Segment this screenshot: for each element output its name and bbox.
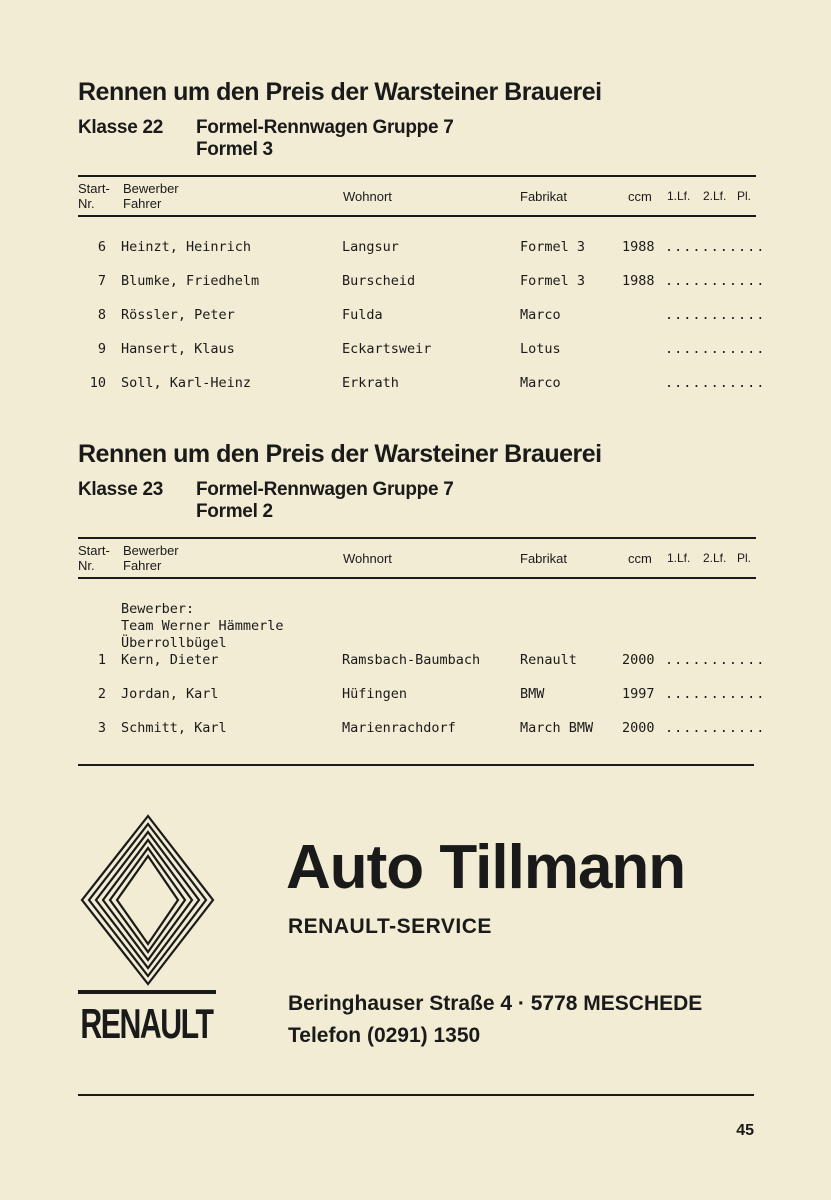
make: Formel 3 <box>520 239 586 255</box>
header-ccm: ccm <box>628 551 652 566</box>
class-group: Formel-Rennwagen Gruppe 7 <box>196 117 454 138</box>
hometown: Erkrath <box>342 375 399 391</box>
hometown: Eckartsweir <box>342 341 432 357</box>
logo-divider <box>78 990 216 994</box>
renault-wordmark: RENAULT <box>80 1000 213 1047</box>
header-bewerber: Bewerber <box>123 181 179 196</box>
header-bewerber: Bewerber <box>123 543 179 558</box>
class-number: Klasse 22 <box>78 117 163 138</box>
header-wohnort: Wohnort <box>343 551 392 566</box>
table-row <box>78 720 766 754</box>
header-place: Pl. <box>737 551 752 565</box>
table-header <box>78 539 756 577</box>
start-number: 3 <box>97 720 106 736</box>
header-place: Pl. <box>737 189 752 203</box>
entrant-sponsor: Überrollbügel <box>121 635 227 651</box>
header-nr: Nr. <box>78 196 95 211</box>
start-number: 2 <box>97 686 106 702</box>
header-nr: Nr. <box>78 558 95 573</box>
header-start: Start- <box>78 181 110 196</box>
header-lap-2: 2.Lf. <box>703 189 727 203</box>
entry-list <box>78 217 766 409</box>
race-title: Rennen um den Preis der Warsteiner Brauerei <box>78 78 602 106</box>
header-fahrer: Fahrer <box>123 196 162 211</box>
header-lap-1: 1.Lf. <box>667 189 691 203</box>
start-number: 9 <box>97 341 106 357</box>
header-fabrikat: Fabrikat <box>520 189 567 204</box>
ad-bottom-rule <box>78 1094 754 1096</box>
result-dots: ........... <box>665 720 766 736</box>
result-dots: ........... <box>665 686 766 702</box>
result-dots: ........... <box>665 273 766 289</box>
driver-name: Rössler, Peter <box>121 307 235 323</box>
hometown: Marienrachdorf <box>342 720 456 736</box>
driver-name: Blumke, Friedhelm <box>121 273 260 289</box>
table-row <box>78 375 766 409</box>
make: March BMW <box>520 720 594 736</box>
make: BMW <box>520 686 545 702</box>
make: Formel 3 <box>520 273 586 289</box>
driver-name: Hansert, Klaus <box>121 341 235 357</box>
class-formula: Formel 2 <box>196 501 273 522</box>
page-number: 45 <box>736 1122 754 1139</box>
class-description <box>196 479 453 523</box>
dealer-address: Beringhauser Straße 4 · 5778 MESCHEDE <box>288 992 703 1015</box>
race-section-klasse-23 <box>78 440 766 754</box>
result-dots: ........... <box>665 341 766 357</box>
table-row <box>78 307 766 341</box>
driver-name: Kern, Dieter <box>121 652 219 668</box>
displacement: 2000 <box>622 720 655 736</box>
table-row <box>78 686 766 720</box>
result-dots: ........... <box>665 375 766 391</box>
header-wohnort: Wohnort <box>343 189 392 204</box>
make: Lotus <box>520 341 561 357</box>
table-row <box>78 239 766 273</box>
class-description <box>196 117 453 161</box>
displacement: 2000 <box>622 652 655 668</box>
displacement: 1997 <box>622 686 655 702</box>
table-row <box>78 273 766 307</box>
ad-top-rule <box>78 764 754 766</box>
header-lap-1: 1.Lf. <box>667 551 691 565</box>
header-lap-2: 2.Lf. <box>703 551 727 565</box>
dealer-name: Auto Tillmann <box>286 833 686 902</box>
entrant-team: Team Werner Hämmerle <box>121 618 284 634</box>
header-start: Start- <box>78 543 110 558</box>
driver-name: Soll, Karl-Heinz <box>121 375 252 391</box>
entrant-note <box>78 579 756 652</box>
header-ccm: ccm <box>628 189 652 204</box>
driver-name: Heinzt, Heinrich <box>121 239 252 255</box>
header-fabrikat: Fabrikat <box>520 551 567 566</box>
make: Marco <box>520 375 561 391</box>
entrant-label: Bewerber: <box>121 601 195 617</box>
start-number: 10 <box>89 375 106 391</box>
table-row <box>78 341 766 375</box>
start-number: 8 <box>97 307 106 323</box>
renault-diamond-logo-icon <box>78 812 216 987</box>
hometown: Langsur <box>342 239 399 255</box>
race-section-klasse-22 <box>78 78 766 409</box>
driver-name: Schmitt, Karl <box>121 720 227 736</box>
header-fahrer: Fahrer <box>123 558 162 573</box>
table-row <box>78 652 766 686</box>
start-number: 1 <box>97 652 106 668</box>
start-number: 6 <box>97 239 106 255</box>
class-formula: Formel 3 <box>196 139 273 160</box>
driver-name: Jordan, Karl <box>121 686 219 702</box>
table-header <box>78 177 756 215</box>
hometown: Fulda <box>342 307 383 323</box>
hometown: Ramsbach-Baumbach <box>342 652 481 668</box>
entry-list <box>78 652 766 754</box>
class-heading <box>78 117 756 161</box>
result-dots: ........... <box>665 239 766 255</box>
make: Marco <box>520 307 561 323</box>
hometown: Burscheid <box>342 273 416 289</box>
start-number: 7 <box>97 273 106 289</box>
dealer-service: RENAULT-SERVICE <box>288 915 492 938</box>
class-group: Formel-Rennwagen Gruppe 7 <box>196 479 454 500</box>
result-dots: ........... <box>665 652 766 668</box>
displacement: 1988 <box>622 273 655 289</box>
class-heading <box>78 479 756 523</box>
class-number: Klasse 23 <box>78 479 163 500</box>
race-title: Rennen um den Preis der Warsteiner Brauerei <box>78 440 602 468</box>
displacement: 1988 <box>622 239 655 255</box>
dealer-phone: Telefon (0291) 1350 <box>288 1024 481 1047</box>
hometown: Hüfingen <box>342 686 408 702</box>
result-dots: ........... <box>665 307 766 323</box>
make: Renault <box>520 652 577 668</box>
